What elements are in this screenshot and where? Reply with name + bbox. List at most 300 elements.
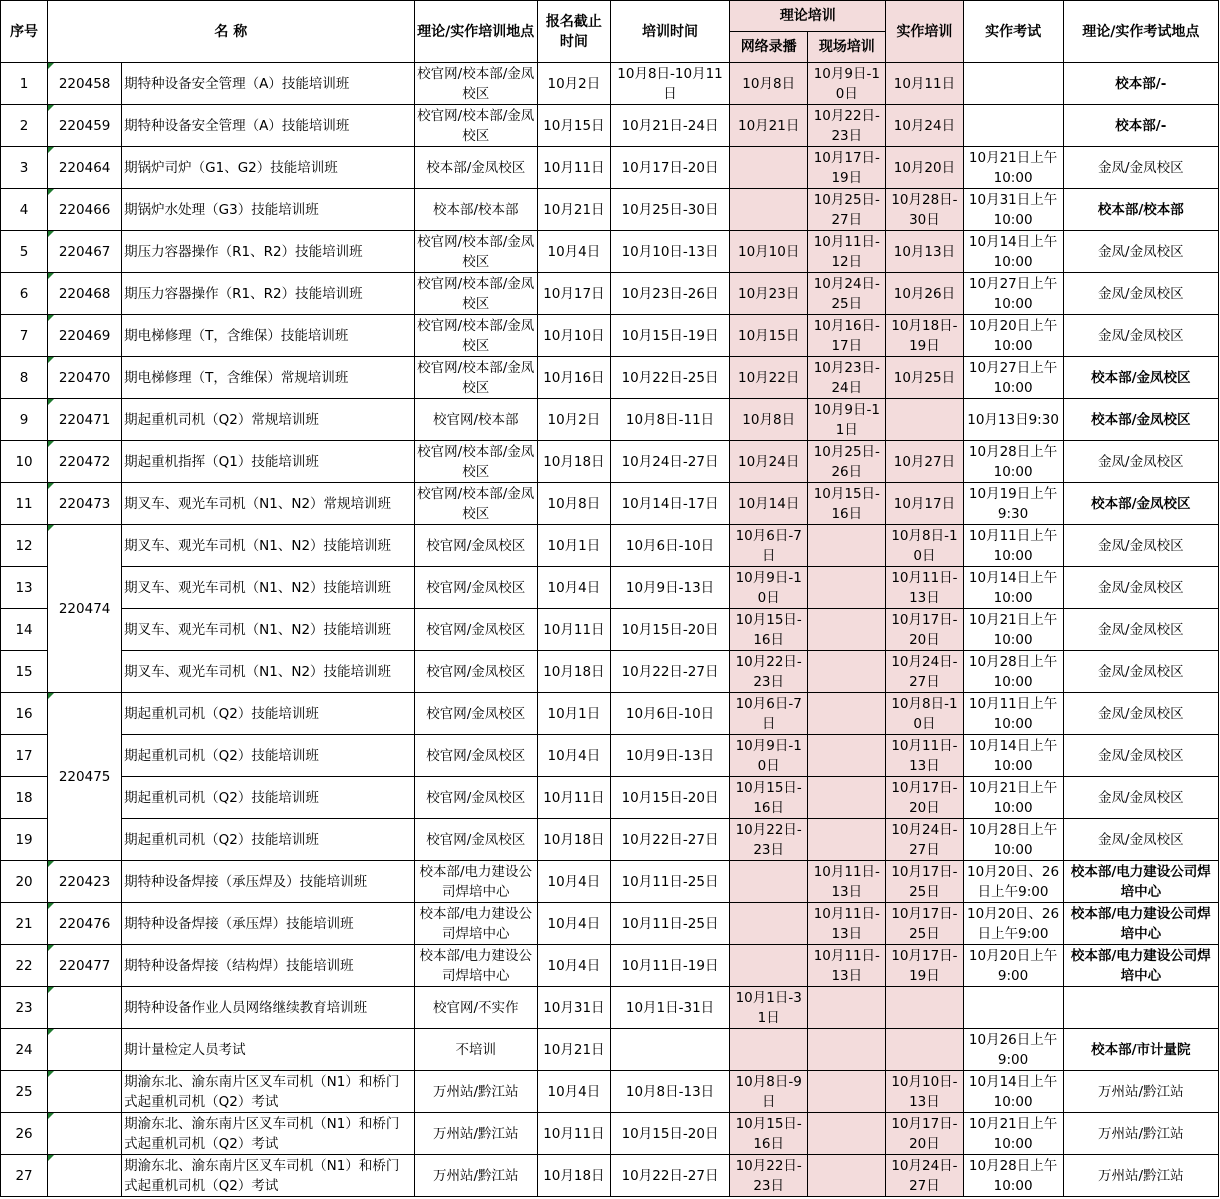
cell-train-time: 10月6日-10日	[610, 525, 729, 567]
cell-online: 10月24日	[730, 441, 808, 483]
cell-seq: 27	[1, 1155, 48, 1197]
cell-deadline: 10月18日	[537, 1155, 610, 1197]
cell-code: 220459	[48, 105, 122, 147]
cell-onsite: 10月16日-17日	[808, 315, 886, 357]
cell-deadline: 10月18日	[537, 819, 610, 861]
cell-exam-location: 万州站/黔江站	[1063, 1071, 1218, 1113]
cell-location: 校官网/金凤校区	[414, 777, 537, 819]
cell-exam-location: 校本部/电力建设公司焊培中心	[1063, 903, 1218, 945]
cell-seq: 16	[1, 693, 48, 735]
cell-practice: 10月25日	[886, 357, 963, 399]
cell-online: 10月14日	[730, 483, 808, 525]
cell-exam-location: 金凤/金凤校区	[1063, 777, 1218, 819]
cell-deadline: 10月1日	[537, 525, 610, 567]
cell-online: 10月8日	[730, 63, 808, 105]
cell-code: 220475	[48, 693, 122, 861]
cell-train-time: 10月8日-11日	[610, 399, 729, 441]
cell-location: 万州站/黔江站	[414, 1113, 537, 1155]
cell-practice	[886, 399, 963, 441]
cell-seq: 17	[1, 735, 48, 777]
cell-code	[48, 1155, 122, 1197]
cell-practice: 10月8日-10日	[886, 693, 963, 735]
cell-exam-location: 校本部/金凤校区	[1063, 357, 1218, 399]
cell-practice: 10月17日-19日	[886, 945, 963, 987]
cell-seq: 10	[1, 441, 48, 483]
table-row	[1, 1071, 1219, 1113]
cell-online: 10月6日-7日	[730, 693, 808, 735]
cell-seq: 3	[1, 147, 48, 189]
cell-exam: 10月21日上午10:00	[963, 777, 1063, 819]
cell-deadline: 10月4日	[537, 945, 610, 987]
cell-name: 期电梯修理（T，含维保）技能培训班	[122, 315, 414, 357]
table-row	[1, 231, 1219, 273]
cell-exam: 10月20日上午10:00	[963, 315, 1063, 357]
cell-seq: 6	[1, 273, 48, 315]
cell-onsite: 10月9日-10日	[808, 63, 886, 105]
cell-exam-location: 金凤/金凤校区	[1063, 315, 1218, 357]
cell-practice: 10月18日-19日	[886, 315, 963, 357]
cell-onsite: 10月24日-25日	[808, 273, 886, 315]
cell-practice: 10月26日	[886, 273, 963, 315]
cell-exam-location: 校本部/金凤校区	[1063, 483, 1218, 525]
table-row	[1, 147, 1219, 189]
cell-exam-location: 万州站/黔江站	[1063, 1113, 1218, 1155]
cell-exam	[963, 105, 1063, 147]
header-practice: 实作培训	[886, 1, 963, 63]
cell-location: 校官网/校本部	[414, 399, 537, 441]
cell-exam-location: 金凤/金凤校区	[1063, 273, 1218, 315]
cell-exam: 10月28日上午10:00	[963, 441, 1063, 483]
cell-onsite	[808, 567, 886, 609]
cell-name: 期叉车、观光车司机（N1、N2）常规培训班	[122, 483, 414, 525]
cell-deadline: 10月2日	[537, 63, 610, 105]
cell-exam-location: 金凤/金凤校区	[1063, 609, 1218, 651]
cell-online: 10月15日	[730, 315, 808, 357]
cell-practice: 10月24日-27日	[886, 1155, 963, 1197]
cell-location: 校本部/电力建设公司焊培中心	[414, 861, 537, 903]
cell-train-time: 10月8日-13日	[610, 1071, 729, 1113]
cell-practice: 10月17日-20日	[886, 609, 963, 651]
cell-exam: 10月26日上午9:00	[963, 1029, 1063, 1071]
cell-exam-location: 校本部/-	[1063, 63, 1218, 105]
cell-name: 期锅炉水处理（G3）技能培训班	[122, 189, 414, 231]
cell-deadline: 10月31日	[537, 987, 610, 1029]
cell-name: 期渝东北、渝东南片区叉车司机（N1）和桥门式起重机司机（Q2）考试	[122, 1155, 414, 1197]
cell-code: 220469	[48, 315, 122, 357]
cell-seq: 22	[1, 945, 48, 987]
cell-onsite: 10月11日-13日	[808, 861, 886, 903]
cell-online: 10月1日-31日	[730, 987, 808, 1029]
cell-code: 220466	[48, 189, 122, 231]
cell-exam: 10月28日上午10:00	[963, 819, 1063, 861]
cell-practice: 10月28日-30日	[886, 189, 963, 231]
table-row	[1, 357, 1219, 399]
cell-train-time: 10月10日-13日	[610, 231, 729, 273]
cell-train-time: 10月22日-25日	[610, 357, 729, 399]
cell-practice: 10月27日	[886, 441, 963, 483]
cell-seq: 13	[1, 567, 48, 609]
cell-onsite: 10月25日-27日	[808, 189, 886, 231]
header-location: 理论/实作培训地点	[414, 1, 537, 63]
cell-train-time: 10月15日-20日	[610, 1113, 729, 1155]
cell-exam-location: 金凤/金凤校区	[1063, 525, 1218, 567]
cell-online	[730, 1029, 808, 1071]
cell-code: 220474	[48, 525, 122, 693]
cell-seq: 1	[1, 63, 48, 105]
cell-practice	[886, 1029, 963, 1071]
cell-seq: 20	[1, 861, 48, 903]
table-row	[1, 441, 1219, 483]
cell-seq: 24	[1, 1029, 48, 1071]
table-row	[1, 1029, 1219, 1071]
cell-code: 220473	[48, 483, 122, 525]
cell-exam: 10月21日上午10:00	[963, 147, 1063, 189]
cell-onsite	[808, 609, 886, 651]
cell-online: 10月8日-9日	[730, 1071, 808, 1113]
cell-name: 期特种设备安全管理（A）技能培训班	[122, 63, 414, 105]
cell-location: 校官网/校本部/金凤校区	[414, 441, 537, 483]
cell-code: 220467	[48, 231, 122, 273]
cell-exam: 10月28日上午10:00	[963, 1155, 1063, 1197]
header-theory: 理论培训	[730, 1, 886, 32]
table-row	[1, 525, 1219, 567]
cell-train-time: 10月14日-17日	[610, 483, 729, 525]
cell-onsite: 10月11日-13日	[808, 945, 886, 987]
cell-online: 10月22日-23日	[730, 1155, 808, 1197]
cell-exam-location: 金凤/金凤校区	[1063, 819, 1218, 861]
cell-practice: 10月17日-20日	[886, 1113, 963, 1155]
cell-seq: 26	[1, 1113, 48, 1155]
cell-deadline: 10月4日	[537, 903, 610, 945]
cell-name: 期起重机司机（Q2）常规培训班	[122, 399, 414, 441]
cell-exam-location: 校本部/-	[1063, 105, 1218, 147]
table-row	[1, 903, 1219, 945]
cell-onsite	[808, 1155, 886, 1197]
cell-seq: 4	[1, 189, 48, 231]
cell-onsite: 10月11日-12日	[808, 231, 886, 273]
cell-name: 期电梯修理（T，含维保）常规培训班	[122, 357, 414, 399]
cell-location: 校官网/金凤校区	[414, 693, 537, 735]
cell-name: 期渝东北、渝东南片区叉车司机（N1）和桥门式起重机司机（Q2）考试	[122, 1113, 414, 1155]
cell-exam: 10月14日上午10:00	[963, 735, 1063, 777]
cell-name: 期叉车、观光车司机（N1、N2）技能培训班	[122, 525, 414, 567]
cell-exam: 10月27日上午10:00	[963, 273, 1063, 315]
cell-seq: 19	[1, 819, 48, 861]
cell-seq: 9	[1, 399, 48, 441]
cell-online: 10月22日-23日	[730, 651, 808, 693]
cell-name: 期压力容器操作（R1、R2）技能培训班	[122, 273, 414, 315]
cell-name: 期起重机司机（Q2）技能培训班	[122, 819, 414, 861]
header-exam-location: 理论/实作考试地点	[1063, 1, 1218, 63]
table-row	[1, 693, 1219, 735]
table-row	[1, 609, 1219, 651]
cell-deadline: 10月17日	[537, 273, 610, 315]
cell-location: 校官网/校本部/金凤校区	[414, 357, 537, 399]
cell-location: 校官网/校本部/金凤校区	[414, 483, 537, 525]
cell-name: 期压力容器操作（R1、R2）技能培训班	[122, 231, 414, 273]
cell-train-time: 10月11日-19日	[610, 945, 729, 987]
cell-exam: 10月13日9:30	[963, 399, 1063, 441]
cell-name: 期起重机司机（Q2）技能培训班	[122, 735, 414, 777]
cell-deadline: 10月11日	[537, 147, 610, 189]
cell-exam-location: 校本部/电力建设公司焊培中心	[1063, 861, 1218, 903]
cell-train-time: 10月15日-19日	[610, 315, 729, 357]
table-row	[1, 273, 1219, 315]
cell-location: 校本部/电力建设公司焊培中心	[414, 903, 537, 945]
cell-practice: 10月8日-10日	[886, 525, 963, 567]
header-exam: 实作考试	[963, 1, 1063, 63]
cell-code: 220423	[48, 861, 122, 903]
cell-exam-location: 校本部/金凤校区	[1063, 399, 1218, 441]
cell-onsite: 10月22日-23日	[808, 105, 886, 147]
table-row	[1, 777, 1219, 819]
cell-practice: 10月11日-13日	[886, 567, 963, 609]
table-row	[1, 945, 1219, 987]
cell-location: 校官网/校本部/金凤校区	[414, 315, 537, 357]
cell-deadline: 10月11日	[537, 1113, 610, 1155]
cell-deadline: 10月21日	[537, 1029, 610, 1071]
cell-exam: 10月21日上午10:00	[963, 1113, 1063, 1155]
cell-exam: 10月14日上午10:00	[963, 1071, 1063, 1113]
cell-exam: 10月14日上午10:00	[963, 231, 1063, 273]
cell-deadline: 10月4日	[537, 567, 610, 609]
cell-deadline: 10月11日	[537, 777, 610, 819]
cell-seq: 5	[1, 231, 48, 273]
cell-exam-location: 金凤/金凤校区	[1063, 441, 1218, 483]
cell-train-time: 10月15日-20日	[610, 609, 729, 651]
cell-location: 校官网/金凤校区	[414, 819, 537, 861]
header-onsite: 现场培训	[808, 32, 886, 63]
cell-exam: 10月20日、26日上午9:00	[963, 861, 1063, 903]
cell-online: 10月6日-7日	[730, 525, 808, 567]
cell-location: 校本部/校本部	[414, 189, 537, 231]
cell-online: 10月9日-10日	[730, 735, 808, 777]
cell-location: 校官网/校本部/金凤校区	[414, 105, 537, 147]
cell-online: 10月15日-16日	[730, 609, 808, 651]
cell-code	[48, 987, 122, 1029]
cell-online: 10月10日	[730, 231, 808, 273]
cell-location: 校本部/金凤校区	[414, 147, 537, 189]
cell-online	[730, 861, 808, 903]
cell-location: 万州站/黔江站	[414, 1155, 537, 1197]
cell-online: 10月9日-10日	[730, 567, 808, 609]
cell-location: 校官网/金凤校区	[414, 609, 537, 651]
cell-deadline: 10月4日	[537, 861, 610, 903]
cell-practice: 10月17日-25日	[886, 861, 963, 903]
cell-exam-location: 金凤/金凤校区	[1063, 735, 1218, 777]
cell-location: 校本部/电力建设公司焊培中心	[414, 945, 537, 987]
cell-train-time: 10月23日-26日	[610, 273, 729, 315]
cell-train-time: 10月11日-25日	[610, 861, 729, 903]
cell-train-time: 10月21日-24日	[610, 105, 729, 147]
cell-deadline: 10月8日	[537, 483, 610, 525]
cell-exam: 10月14日上午10:00	[963, 567, 1063, 609]
cell-train-time: 10月1日-31日	[610, 987, 729, 1029]
cell-onsite: 10月15日-16日	[808, 483, 886, 525]
cell-onsite	[808, 819, 886, 861]
cell-practice	[886, 987, 963, 1029]
cell-exam-location: 金凤/金凤校区	[1063, 231, 1218, 273]
cell-practice: 10月20日	[886, 147, 963, 189]
table-row	[1, 105, 1219, 147]
cell-deadline: 10月21日	[537, 189, 610, 231]
cell-deadline: 10月10日	[537, 315, 610, 357]
cell-deadline: 10月4日	[537, 231, 610, 273]
cell-seq: 7	[1, 315, 48, 357]
cell-exam: 10月27日上午10:00	[963, 357, 1063, 399]
cell-seq: 8	[1, 357, 48, 399]
cell-deadline: 10月18日	[537, 441, 610, 483]
cell-seq: 2	[1, 105, 48, 147]
cell-exam-location: 金凤/金凤校区	[1063, 147, 1218, 189]
cell-location: 不培训	[414, 1029, 537, 1071]
cell-name: 期起重机司机（Q2）技能培训班	[122, 693, 414, 735]
table-row	[1, 735, 1219, 777]
cell-deadline: 10月11日	[537, 609, 610, 651]
cell-onsite	[808, 651, 886, 693]
cell-name: 期渝东北、渝东南片区叉车司机（N1）和桥门式起重机司机（Q2）考试	[122, 1071, 414, 1113]
cell-onsite: 10月23日-24日	[808, 357, 886, 399]
cell-exam: 10月20日、26日上午9:00	[963, 903, 1063, 945]
cell-onsite: 10月11日-13日	[808, 903, 886, 945]
cell-train-time: 10月22日-27日	[610, 651, 729, 693]
cell-train-time: 10月9日-13日	[610, 735, 729, 777]
cell-exam-location: 金凤/金凤校区	[1063, 567, 1218, 609]
cell-onsite	[808, 1029, 886, 1071]
cell-seq: 25	[1, 1071, 48, 1113]
cell-exam-location: 校本部/市计量院	[1063, 1029, 1218, 1071]
cell-online: 10月21日	[730, 105, 808, 147]
cell-train-time	[610, 1029, 729, 1071]
cell-location: 万州站/黔江站	[414, 1071, 537, 1113]
cell-location: 校官网/校本部/金凤校区	[414, 63, 537, 105]
table-row	[1, 861, 1219, 903]
table-row	[1, 987, 1219, 1029]
cell-train-time: 10月8日-10月11日	[610, 63, 729, 105]
cell-practice: 10月11日	[886, 63, 963, 105]
cell-code	[48, 1071, 122, 1113]
cell-practice: 10月24日-27日	[886, 651, 963, 693]
cell-name: 期特种设备焊接（结构焊）技能培训班	[122, 945, 414, 987]
cell-online: 10月15日-16日	[730, 1113, 808, 1155]
cell-online	[730, 945, 808, 987]
cell-seq: 15	[1, 651, 48, 693]
cell-exam: 10月11日上午10:00	[963, 693, 1063, 735]
cell-code: 220470	[48, 357, 122, 399]
cell-location: 校官网/金凤校区	[414, 735, 537, 777]
cell-onsite	[808, 525, 886, 567]
cell-seq: 18	[1, 777, 48, 819]
cell-deadline: 10月4日	[537, 735, 610, 777]
cell-exam: 10月11日上午10:00	[963, 525, 1063, 567]
cell-location: 校官网/不实作	[414, 987, 537, 1029]
cell-exam: 10月28日上午10:00	[963, 651, 1063, 693]
cell-code: 220468	[48, 273, 122, 315]
cell-name: 期起重机指挥（Q1）技能培训班	[122, 441, 414, 483]
cell-code: 220477	[48, 945, 122, 987]
cell-location: 校官网/金凤校区	[414, 567, 537, 609]
table-row	[1, 1155, 1219, 1197]
cell-code: 220458	[48, 63, 122, 105]
cell-code: 220471	[48, 399, 122, 441]
cell-seq: 23	[1, 987, 48, 1029]
cell-code: 220476	[48, 903, 122, 945]
cell-name: 期特种设备焊接（承压焊）技能培训班	[122, 903, 414, 945]
cell-exam	[963, 63, 1063, 105]
cell-location: 校官网/金凤校区	[414, 651, 537, 693]
header-train-time: 培训时间	[610, 1, 729, 63]
cell-online: 10月22日-23日	[730, 819, 808, 861]
cell-online	[730, 189, 808, 231]
cell-online: 10月8日	[730, 399, 808, 441]
cell-location: 校官网/金凤校区	[414, 525, 537, 567]
cell-practice: 10月10日-13日	[886, 1071, 963, 1113]
cell-seq: 11	[1, 483, 48, 525]
cell-train-time: 10月15日-20日	[610, 777, 729, 819]
cell-name: 期锅炉司炉（G1、G2）技能培训班	[122, 147, 414, 189]
cell-train-time: 10月17日-20日	[610, 147, 729, 189]
cell-exam: 10月20日上午9:00	[963, 945, 1063, 987]
cell-deadline: 10月4日	[537, 1071, 610, 1113]
cell-exam: 10月31日上午10:00	[963, 189, 1063, 231]
cell-practice: 10月13日	[886, 231, 963, 273]
header-online: 网络录播	[730, 32, 808, 63]
cell-train-time: 10月6日-10日	[610, 693, 729, 735]
cell-name: 期计量检定人员考试	[122, 1029, 414, 1071]
cell-exam	[963, 987, 1063, 1029]
cell-train-time: 10月24日-27日	[610, 441, 729, 483]
cell-exam-location	[1063, 987, 1218, 1029]
cell-name: 期特种设备安全管理（A）技能培训班	[122, 105, 414, 147]
cell-practice: 10月24日-27日	[886, 819, 963, 861]
cell-practice: 10月11日-13日	[886, 735, 963, 777]
header-seq: 序号	[1, 1, 48, 63]
cell-train-time: 10月22日-27日	[610, 819, 729, 861]
cell-seq: 21	[1, 903, 48, 945]
header-deadline: 报名截止时间	[537, 1, 610, 63]
cell-name: 期特种设备作业人员网络继续教育培训班	[122, 987, 414, 1029]
cell-name: 期起重机司机（Q2）技能培训班	[122, 777, 414, 819]
cell-seq: 14	[1, 609, 48, 651]
cell-name: 期特种设备焊接（承压焊及）技能培训班	[122, 861, 414, 903]
table-row	[1, 567, 1219, 609]
cell-name: 期叉车、观光车司机（N1、N2）技能培训班	[122, 609, 414, 651]
cell-train-time: 10月22日-27日	[610, 1155, 729, 1197]
table-row	[1, 399, 1219, 441]
header-name: 名 称	[48, 1, 415, 63]
cell-onsite	[808, 987, 886, 1029]
table-row	[1, 819, 1219, 861]
cell-code	[48, 1113, 122, 1155]
cell-onsite: 10月25日-26日	[808, 441, 886, 483]
cell-exam-location: 校本部/电力建设公司焊培中心	[1063, 945, 1218, 987]
cell-deadline: 10月2日	[537, 399, 610, 441]
cell-deadline: 10月1日	[537, 693, 610, 735]
cell-practice: 10月17日-20日	[886, 777, 963, 819]
cell-location: 校官网/校本部/金凤校区	[414, 273, 537, 315]
cell-deadline: 10月18日	[537, 651, 610, 693]
cell-code	[48, 1029, 122, 1071]
cell-onsite	[808, 693, 886, 735]
cell-online: 10月22日	[730, 357, 808, 399]
cell-onsite	[808, 735, 886, 777]
cell-name: 期叉车、观光车司机（N1、N2）技能培训班	[122, 567, 414, 609]
cell-train-time: 10月11日-25日	[610, 903, 729, 945]
table-row	[1, 189, 1219, 231]
table-row	[1, 63, 1219, 105]
table-row	[1, 315, 1219, 357]
cell-train-time: 10月25日-30日	[610, 189, 729, 231]
